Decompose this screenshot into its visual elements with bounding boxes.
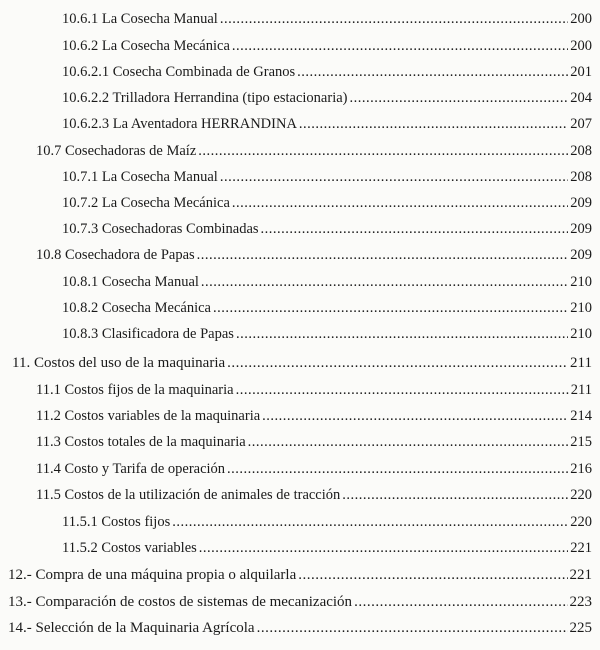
toc-entry-label: 10.7 Cosechadoras de Maíz [36, 143, 197, 159]
toc-entry [62, 61, 592, 83]
toc-entry-page: 200 [570, 38, 592, 54]
toc-entry-label: 13.- Comparación de costos de sistemas de mecanización [8, 594, 353, 610]
toc-entry-page: 221 [569, 567, 592, 583]
toc-entry-page: 215 [570, 434, 592, 450]
toc-entry [36, 379, 592, 401]
toc-entry-page: 201 [570, 64, 592, 80]
dot-leader [232, 35, 568, 57]
dot-leader [257, 617, 568, 639]
toc-entry-label: 10.6.2.1 Cosecha Combinada de Granos [62, 64, 296, 80]
toc-entry-label: 11.5 Costos de la utilización de animales de tracción [36, 487, 341, 503]
toc-entry-page: 204 [570, 90, 592, 106]
toc-entry-page: 211 [570, 355, 592, 371]
toc-entry [62, 35, 592, 57]
toc-entry [62, 271, 592, 293]
dot-leader [236, 379, 569, 401]
toc-entry-page: 220 [570, 514, 592, 530]
toc-entry [62, 113, 592, 135]
toc-entry-page: 210 [570, 274, 592, 290]
dot-leader [261, 218, 569, 240]
toc-entry [62, 218, 592, 240]
dot-leader [354, 591, 567, 613]
toc-entry-label: 11. Costos del uso de la maquinaria [12, 355, 226, 371]
toc-entry-label: 11.4 Costo y Tarifa de operación [36, 461, 226, 477]
toc-entry [36, 431, 592, 453]
toc-entry-label: 10.6.1 La Cosecha Manual [62, 11, 218, 27]
toc-entry-page: 210 [570, 300, 592, 316]
dot-leader [227, 458, 568, 480]
toc-entry-page: 207 [570, 116, 592, 132]
toc-entry-page: 216 [570, 461, 592, 477]
toc-entry-page: 223 [569, 594, 592, 610]
dot-leader [220, 8, 568, 30]
dot-leader [297, 61, 568, 83]
dot-leader [172, 511, 568, 533]
toc-entry-label: 10.8 Cosechadora de Papas [36, 247, 195, 263]
toc-entry-label: 11.2 Costos variables de la maquinaria [36, 408, 261, 424]
dot-leader [198, 140, 568, 162]
toc-entry-label: 10.7.2 La Cosecha Mecánica [62, 195, 230, 211]
dot-leader [342, 484, 568, 506]
toc-entry [62, 8, 592, 30]
toc-entry [36, 484, 592, 506]
toc-entry [62, 297, 592, 319]
dot-leader [201, 271, 568, 293]
toc-entry-label: 10.6.2 La Cosecha Mecánica [62, 38, 230, 54]
toc-entry-page: 209 [570, 221, 592, 237]
dot-leader [298, 564, 567, 586]
toc-entry-label: 10.8.1 Cosecha Manual [62, 274, 199, 290]
toc-entry [36, 405, 592, 427]
toc-entry-label: 11.3 Costos totales de la maquinaria [36, 434, 246, 450]
dot-leader [350, 87, 569, 109]
toc-entry-label: 12.- Compra de una máquina propia o alquilarla [8, 567, 297, 583]
dot-leader [227, 352, 568, 374]
toc-entry-page: 208 [570, 143, 592, 159]
toc-entry-page: 214 [570, 408, 592, 424]
toc-entry [62, 323, 592, 345]
dot-leader [213, 297, 568, 319]
toc-entry-label: 10.7.1 La Cosecha Manual [62, 169, 218, 185]
toc-entry [8, 617, 592, 639]
toc-entry-label: 10.8.2 Cosecha Mecánica [62, 300, 211, 316]
toc-entry-page: 210 [570, 326, 592, 342]
dot-leader [262, 405, 568, 427]
toc-entry-label: 10.6.2.2 Trilladora Herrandina (tipo estacionaria) [62, 90, 348, 106]
toc-entry [8, 564, 592, 586]
toc-entry-label: 10.7.3 Cosechadoras Combinadas [62, 221, 259, 237]
toc-entry [8, 591, 592, 613]
toc-entry [36, 458, 592, 480]
dot-leader [248, 431, 569, 453]
toc-entry [62, 511, 592, 533]
dot-leader [220, 166, 568, 188]
toc-entry-page: 200 [570, 11, 592, 27]
toc-entry-page: 208 [570, 169, 592, 185]
toc-entry [12, 352, 592, 374]
toc-entry-page: 209 [570, 195, 592, 211]
dot-leader [197, 244, 569, 266]
toc-entry-label: 11.5.1 Costos fijos [62, 514, 171, 530]
dot-leader [236, 323, 568, 345]
toc-entry-label: 11.5.2 Costos variables [62, 540, 197, 556]
dot-leader [232, 192, 568, 214]
toc-entry-label: 10.8.3 Clasificadora de Papas [62, 326, 234, 342]
dot-leader [199, 537, 568, 559]
toc-entry [62, 192, 592, 214]
toc-entry [62, 166, 592, 188]
toc-entry [36, 140, 592, 162]
toc-entry-page: 221 [570, 540, 592, 556]
toc-entry [62, 87, 592, 109]
toc-entry-page: 225 [569, 620, 592, 636]
toc-entry [62, 537, 592, 559]
toc-entry-label: 11.1 Costos fijos de la maquinaria [36, 382, 234, 398]
toc-entry [36, 244, 592, 266]
toc-entry-page: 209 [570, 247, 592, 263]
dot-leader [299, 113, 568, 135]
toc-entry-label: 14.- Selección de la Maquinaria Agrícola [8, 620, 255, 636]
toc-entry-page: 211 [570, 382, 592, 398]
toc-entry-page: 220 [570, 487, 592, 503]
toc-entry-label: 10.6.2.3 La Aventadora HERRANDINA [62, 116, 297, 132]
